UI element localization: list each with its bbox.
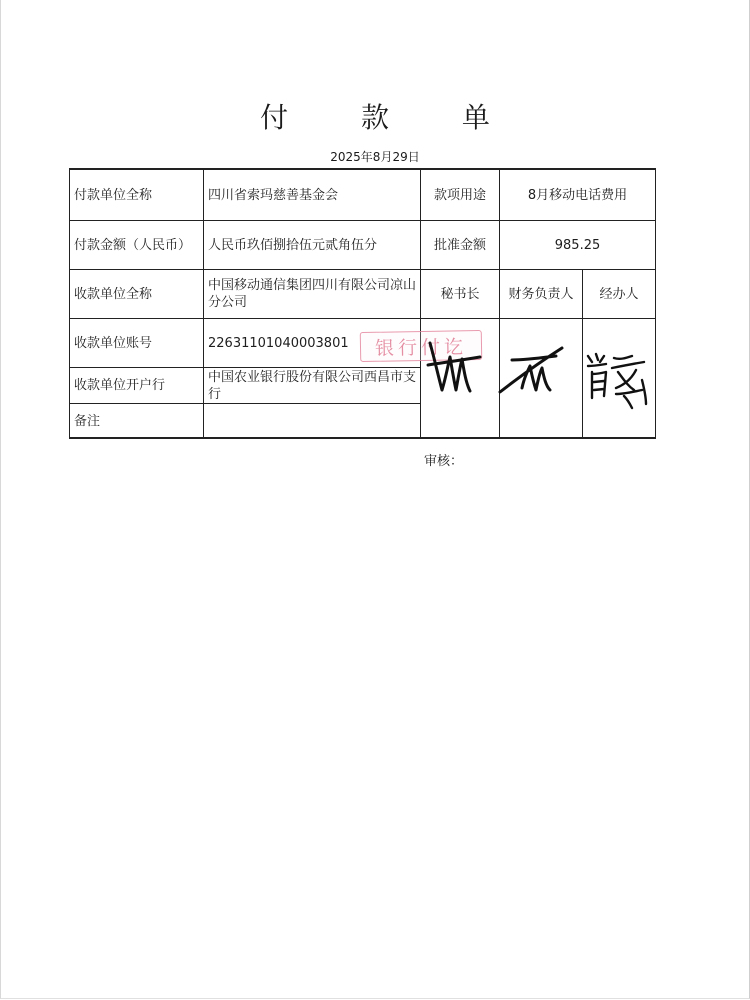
handler-signature (584, 350, 650, 412)
account-label: 收款单位账号 (70, 319, 204, 368)
bank-paid-stamp: 银行付讫 (360, 330, 483, 362)
amount-words-value: 人民币玖佰捌拾伍元贰角伍分 (204, 221, 421, 270)
finance-label: 财务负责人 (500, 270, 583, 319)
remark-value (204, 404, 421, 439)
finance-signature (496, 338, 568, 396)
bank-label: 收款单位开户行 (70, 368, 204, 404)
remark-label: 备注 (70, 404, 204, 439)
payee-name-value: 中国移动通信集团四川有限公司凉山分公司 (204, 270, 421, 319)
audit-label: 审核： (424, 454, 464, 469)
document-date: 2025年8月29日 (330, 150, 420, 164)
handler-label: 经办人 (583, 270, 655, 319)
purpose-label: 款项用途 (421, 170, 500, 221)
payer-name-value: 四川省索玛慈善基金会 (204, 170, 421, 221)
approved-amount-label: 批准金额 (421, 221, 500, 270)
payee-name-label: 收款单位全称 (70, 270, 204, 319)
payer-name-label: 付款单位全称 (70, 170, 204, 221)
approved-amount-value: 985.25 (500, 221, 655, 270)
secretary-signature (420, 335, 490, 395)
secretary-label: 秘书长 (421, 270, 500, 319)
payment-table (69, 168, 656, 439)
bank-value: 中国农业银行股份有限公司西昌市支行 (204, 368, 421, 404)
account-value: 22631101040003801 (204, 319, 421, 368)
document-title: 付 款 单 (260, 101, 522, 134)
amount-label: 付款金额（人民币） (70, 221, 204, 270)
purpose-value: 8月移动电话费用 (500, 170, 655, 221)
